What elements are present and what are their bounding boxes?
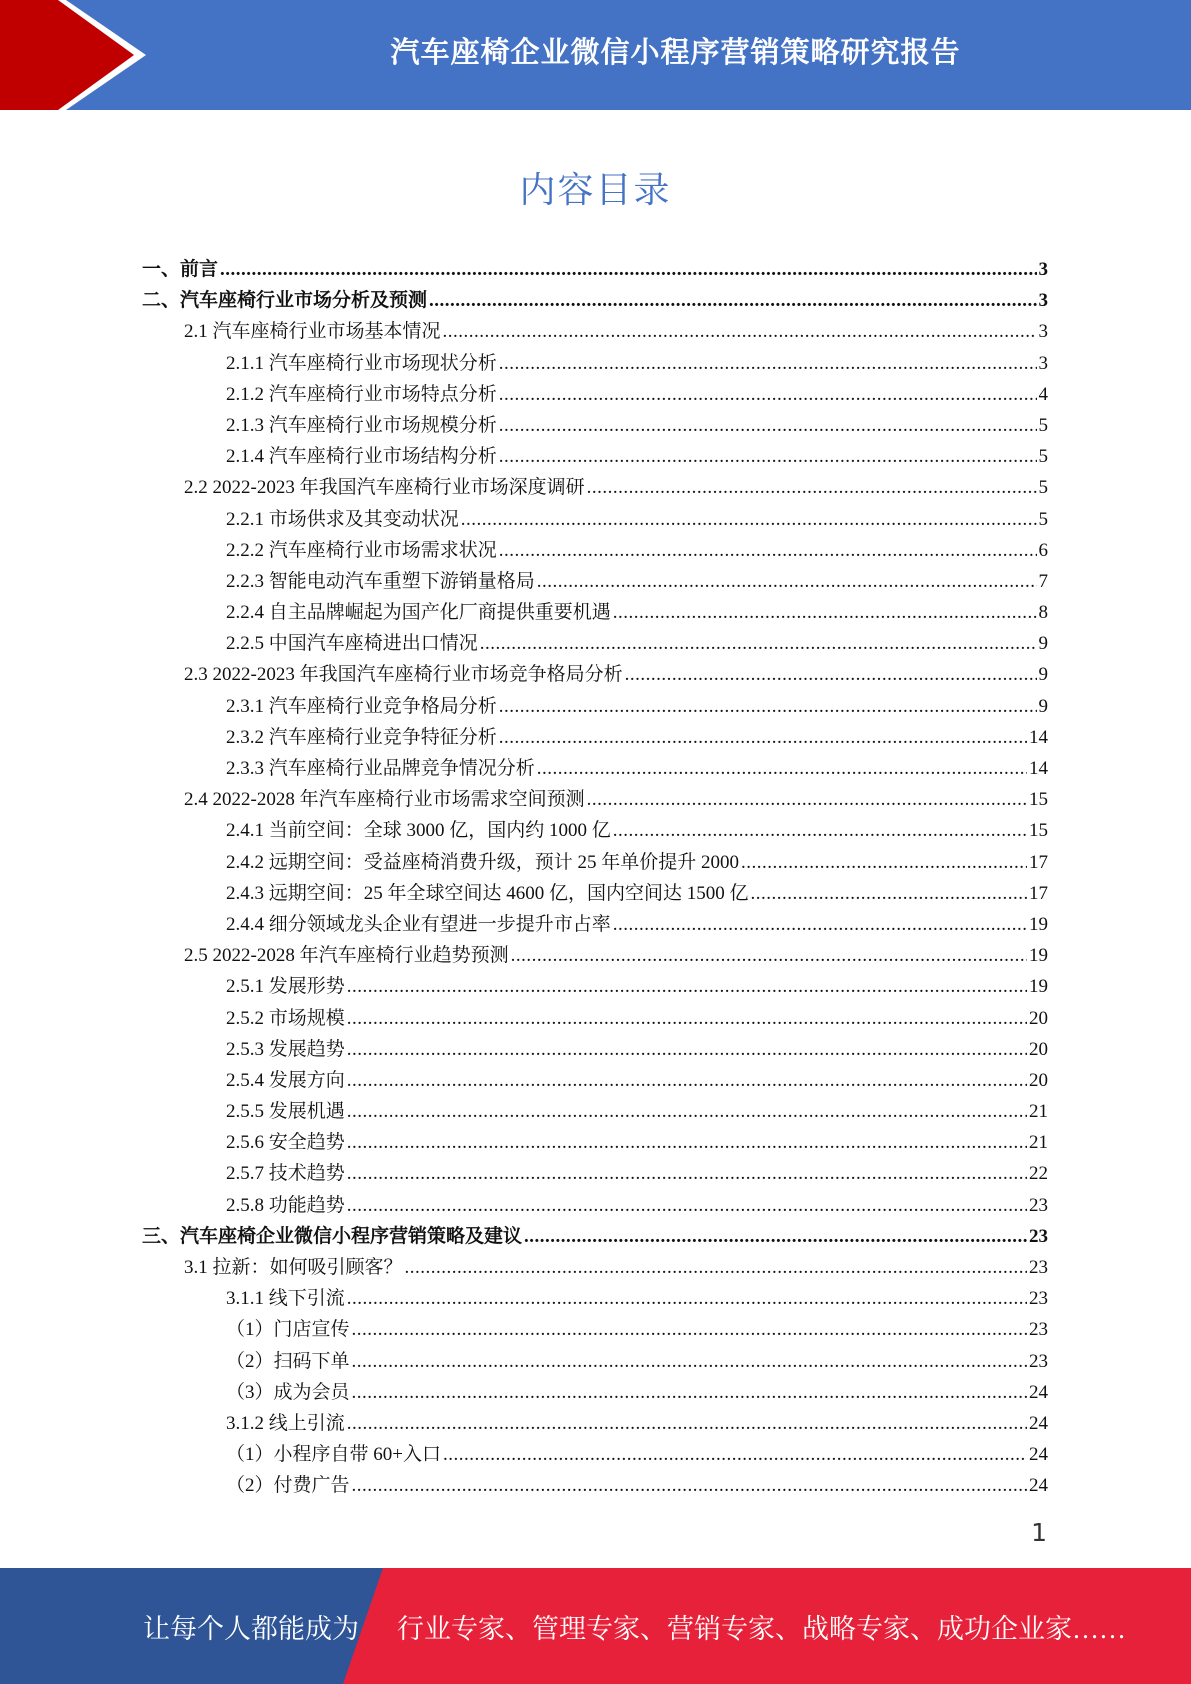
toc-entry-page: 17 [1029,851,1048,873]
toc-entry[interactable] [142,566,1048,597]
toc-entry[interactable] [142,410,1048,441]
toc-entry-title: 2.3 2022-2023 年我国汽车座椅行业市场竞争格局分析 [184,664,623,686]
toc-entry[interactable] [142,535,1048,566]
toc-entry-page: 4 [1038,383,1048,405]
toc-title: 内容目录 [519,170,672,211]
footer-slogan-left: 让每个人都能成为 [143,1613,359,1644]
toc-entry[interactable] [142,379,1048,410]
toc-entry-title: 2.3.2 汽车座椅行业竞争特征分析 [226,726,497,748]
toc-entry[interactable] [142,1034,1048,1065]
toc-entry-page: 24 [1029,1412,1048,1434]
toc-entry-title: 二、汽车座椅行业市场分析及预测 [142,290,428,312]
toc-entry-title: 2.2.3 智能电动汽车重塑下游销量格局 [226,570,535,592]
table-of-contents [142,254,1048,1502]
toc-entry-page: 7 [1038,570,1048,592]
toc-entry[interactable] [142,1096,1048,1127]
toc-entry-page: 23 [1029,1319,1048,1341]
toc-entry-title: 2.5.7 技术趋势 [226,1163,345,1185]
toc-entry-page: 23 [1029,1225,1048,1247]
toc-entry[interactable] [142,441,1048,472]
toc-entry-page: 14 [1029,726,1048,748]
toc-entry[interactable] [142,1065,1048,1096]
toc-entry[interactable] [142,316,1048,347]
toc-entry-page: 23 [1029,1257,1048,1278]
toc-entry[interactable] [142,1377,1048,1408]
toc-entry-page: 14 [1029,758,1048,779]
toc-entry-title: 三、汽车座椅企业微信小程序营销策略及建议 [142,1225,523,1247]
toc-dot-leader [347,1158,1027,1189]
toc-entry[interactable] [142,348,1048,379]
toc-dot-leader [347,1190,1027,1221]
toc-entry-title: 2.5.8 功能趋势 [226,1194,345,1216]
toc-entry[interactable] [142,659,1048,690]
toc-entry-title: 2.3.1 汽车座椅行业竞争格局分析 [226,695,497,717]
toc-entry-title: 2.3.3 汽车座椅行业品牌竞争情况分析 [226,758,535,779]
report-footer-banner [0,1568,1191,1684]
report-title: 汽车座椅企业微信小程序营销策略研究报告 [390,34,961,69]
toc-dot-leader [347,1034,1027,1065]
toc-entry-page: 5 [1038,446,1048,468]
toc-entry-title: 2.5.5 发展机遇 [226,1101,345,1123]
toc-entry-page: 15 [1029,820,1048,842]
toc-entry-page: 19 [1029,945,1048,967]
toc-entry-title: （3）成为会员 [226,1381,350,1403]
toc-entry-page: 5 [1038,477,1048,499]
toc-dot-leader [443,316,1037,347]
toc-dot-leader [524,1221,1027,1252]
toc-entry-page: 19 [1029,976,1048,998]
toc-entry-page: 24 [1029,1475,1048,1497]
toc-entry[interactable] [142,472,1048,503]
toc-entry-page: 23 [1029,1194,1048,1216]
toc-entry-page: 9 [1038,664,1048,686]
page-number: 1 [1031,1518,1047,1547]
toc-entry-title: 一、前言 [142,259,219,280]
toc-entry[interactable] [142,971,1048,1002]
toc-entry[interactable] [142,909,1048,940]
toc-entry-page: 3 [1038,321,1048,343]
toc-dot-leader [347,1096,1027,1127]
toc-entry[interactable] [142,722,1048,753]
toc-dot-leader [537,753,1027,784]
toc-entry-page: 6 [1038,539,1048,561]
toc-dot-leader [347,1283,1027,1314]
toc-entry-title: 3.1 拉新：如何吸引顾客？ [184,1257,403,1278]
toc-dot-leader [443,1439,1027,1470]
toc-entry-page: 3 [1038,352,1048,374]
toc-dot-leader [429,285,1036,316]
toc-entry-page: 24 [1029,1444,1048,1466]
toc-dot-leader [352,1346,1027,1377]
toc-entry[interactable] [142,815,1048,846]
toc-entry-title: （1）小程序自带 60+入口 [226,1444,441,1466]
toc-dot-leader [741,847,1027,878]
toc-dot-leader [352,1314,1027,1345]
toc-entry-title: 2.2 2022-2023 年我国汽车座椅行业市场深度调研 [184,477,585,499]
toc-entry[interactable] [142,1346,1048,1377]
toc-entry[interactable] [142,1408,1048,1439]
toc-entry[interactable] [142,1221,1048,1252]
toc-dot-leader [347,1127,1027,1158]
toc-dot-leader [499,348,1037,379]
toc-dot-leader [499,691,1037,722]
toc-entry-page: 3 [1038,259,1048,280]
toc-entry-title: 2.4.2 远期空间：受益座椅消费升级，预计 25 年单价提升 2000 [226,851,740,873]
toc-entry-page: 8 [1038,602,1048,624]
toc-entry-title: 2.5.6 安全趋势 [226,1132,345,1154]
toc-dot-leader [625,659,1037,690]
toc-dot-leader [499,379,1037,410]
toc-entry[interactable] [142,1158,1048,1189]
toc-entry-title: 3.1.1 线下引流 [226,1288,345,1310]
toc-entry-page: 22 [1029,1163,1048,1185]
toc-entry-title: 2.1.1 汽车座椅行业市场现状分析 [226,352,497,374]
toc-dot-leader [511,940,1027,971]
toc-entry-title: 2.4.3 远期空间：25 年全球空间达 4600 亿，国内空间达 1500 亿 [226,882,749,904]
toc-entry[interactable] [142,1283,1048,1314]
toc-dot-leader [480,628,1037,659]
toc-entry-page: 5 [1038,414,1048,436]
toc-dot-leader [347,1003,1027,1034]
toc-entry-page: 20 [1029,1007,1048,1029]
toc-entry[interactable] [142,1439,1048,1470]
toc-entry-title: 2.1.3 汽车座椅行业市场规模分析 [226,414,497,436]
toc-entry-title: 2.5 2022-2028 年汽车座椅行业趋势预测 [184,945,509,967]
footer-slogan-right: 行业专家、管理专家、营销专家、战略专家、成功企业家…… [397,1613,1126,1644]
toc-dot-leader [220,254,1036,285]
toc-dot-leader [499,410,1037,441]
toc-entry[interactable] [142,1127,1048,1158]
toc-dot-leader [537,566,1037,597]
toc-entry-page: 17 [1029,882,1048,904]
toc-entry-title: 2.4.4 细分领域龙头企业有望进一步提升市占率 [226,913,611,935]
toc-entry-title: 2.4 2022-2028 年汽车座椅行业市场需求空间预测 [184,789,585,811]
toc-entry-title: 3.1.2 线上引流 [226,1412,345,1434]
toc-dot-leader [751,878,1027,909]
toc-entry[interactable] [142,285,1048,316]
toc-entry-page: 15 [1029,789,1048,811]
toc-entry[interactable] [142,1190,1048,1221]
report-header-banner [0,0,1191,110]
toc-dot-leader [499,441,1037,472]
toc-entry[interactable] [142,597,1048,628]
toc-dot-leader [613,815,1027,846]
toc-entry-page: 23 [1029,1350,1048,1372]
toc-entry-title: 2.5.2 市场规模 [226,1007,345,1029]
toc-entry-page: 23 [1029,1288,1048,1310]
toc-entry-title: 2.5.1 发展形势 [226,976,345,998]
toc-entry-title: 2.1 汽车座椅行业市场基本情况 [184,321,441,343]
toc-entry-title: 2.1.4 汽车座椅行业市场结构分析 [226,446,497,468]
toc-entry[interactable] [142,691,1048,722]
toc-dot-leader [352,1470,1027,1501]
toc-dot-leader [499,535,1037,566]
toc-dot-leader [499,722,1027,753]
toc-dot-leader [405,1252,1027,1283]
toc-entry[interactable] [142,1470,1048,1501]
toc-dot-leader [352,1377,1027,1408]
toc-dot-leader [347,971,1027,1002]
toc-entry[interactable] [142,628,1048,659]
toc-entry[interactable] [142,940,1048,971]
toc-entry[interactable] [142,254,1048,285]
toc-entry[interactable] [142,784,1048,815]
toc-entry-title: 2.1.2 汽车座椅行业市场特点分析 [226,383,497,405]
toc-entry[interactable] [142,1314,1048,1345]
toc-entry[interactable] [142,504,1048,535]
toc-entry-title: （2）扫码下单 [226,1350,350,1372]
toc-entry-page: 3 [1038,290,1048,312]
toc-entry-page: 20 [1029,1038,1048,1060]
toc-entry-title: 2.4.1 当前空间：全球 3000 亿，国内约 1000 亿 [226,820,611,842]
toc-entry-page: 24 [1029,1381,1048,1403]
toc-dot-leader [587,472,1037,503]
toc-entry-title: 2.2.5 中国汽车座椅进出口情况 [226,633,478,655]
toc-dot-leader [613,597,1037,628]
toc-entry-title: 2.5.4 发展方向 [226,1069,345,1091]
toc-entry-title: 2.2.4 自主品牌崛起为国产化厂商提供重要机遇 [226,602,611,624]
toc-entry-page: 21 [1029,1101,1048,1123]
toc-dot-leader [587,784,1027,815]
toc-entry[interactable] [142,1003,1048,1034]
toc-entry[interactable] [142,847,1048,878]
toc-entry-page: 20 [1029,1069,1048,1091]
toc-entry-title: （2）付费广告 [226,1475,350,1497]
toc-entry[interactable] [142,753,1048,784]
toc-entry-page: 21 [1029,1132,1048,1154]
toc-dot-leader [347,1065,1027,1096]
toc-dot-leader [347,1408,1027,1439]
toc-dot-leader [461,504,1037,535]
toc-entry-title: 2.5.3 发展趋势 [226,1038,345,1060]
toc-entry-page: 9 [1038,695,1048,717]
toc-entry[interactable] [142,878,1048,909]
toc-entry-page: 5 [1038,508,1048,530]
toc-entry[interactable] [142,1252,1048,1283]
toc-entry-title: （1）门店宣传 [226,1319,350,1341]
toc-entry-title: 2.2.2 汽车座椅行业市场需求状况 [226,539,497,561]
toc-entry-page: 19 [1029,913,1048,935]
toc-dot-leader [613,909,1027,940]
toc-entry-title: 2.2.1 市场供求及其变动状况 [226,508,459,530]
toc-entry-page: 9 [1038,633,1048,655]
